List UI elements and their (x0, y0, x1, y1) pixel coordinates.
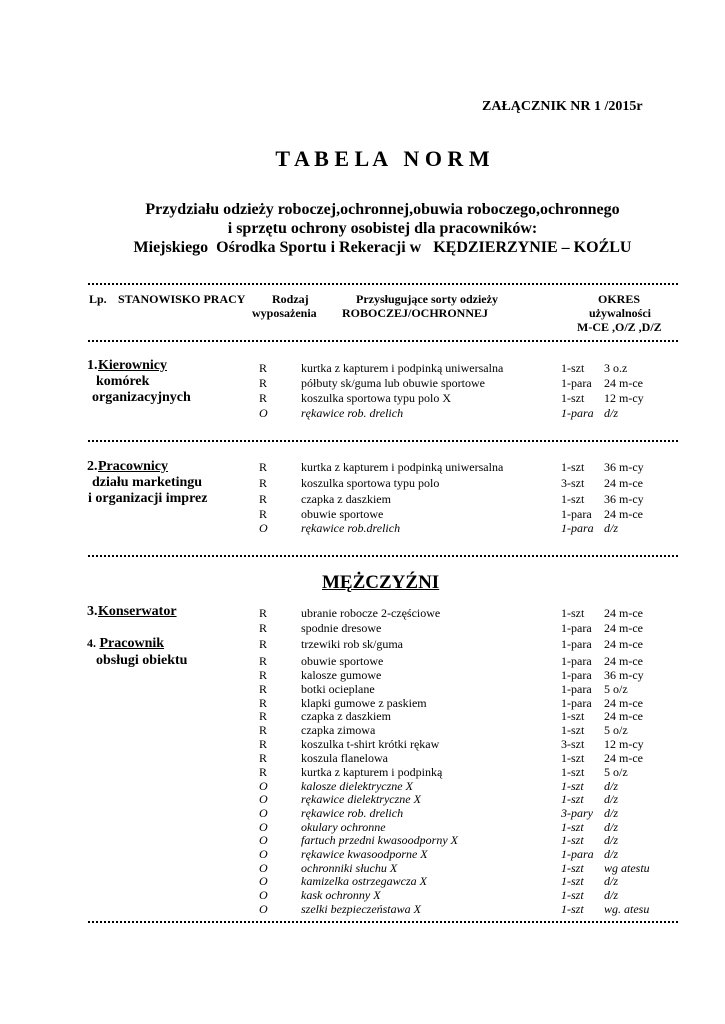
usage-period: 24 m-ce (604, 621, 643, 635)
allowance-row (0, 874, 725, 888)
usage-period: 24 m-ce (604, 376, 643, 390)
quantity: 1-szt (561, 792, 584, 806)
item-name: koszulka sportowa typu polo X (301, 391, 451, 405)
quantity: 1-szt (561, 460, 585, 474)
item-name: koszulka sportowa typu polo (301, 476, 440, 490)
usage-period: 24 m-ce (604, 696, 643, 710)
equipment-type: R (259, 606, 268, 620)
usage-period: 5 o/z (604, 682, 628, 696)
usage-period: 36 m-cy (604, 492, 644, 506)
col-items: Przysługujące sorty odzieży (356, 292, 498, 306)
item-name: rękawice rob.drelich (301, 521, 401, 535)
item-name: kamizelka ostrzegawcza X (301, 874, 427, 888)
item-name: obuwie sportowe (301, 654, 384, 668)
item-name: ochronniki słuchu X (301, 861, 398, 875)
usage-period: 12 m-cy (604, 737, 644, 751)
divider (88, 921, 678, 923)
quantity: 1-szt (561, 391, 585, 405)
equipment-type: R (259, 668, 268, 682)
position-name: Pracownicy (98, 459, 168, 474)
allowance-row (0, 861, 725, 875)
allowance-row (0, 779, 725, 793)
item-name: obuwie sportowe (301, 507, 384, 521)
allowance-row (0, 833, 725, 847)
attachment-number: ZAŁĄCZNIK NR 1 /2015r (482, 99, 643, 114)
equipment-type: R (259, 507, 268, 521)
col-period: OKRES (598, 292, 641, 306)
item-name: trzewiki rob sk/guma (301, 637, 403, 651)
equipment-type: R (259, 696, 268, 710)
allowance-row (0, 682, 725, 696)
usage-period: 24 m-ce (604, 476, 643, 490)
usage-period: d/z (604, 833, 619, 847)
equipment-type: R (259, 723, 268, 737)
allowance-row (0, 723, 725, 737)
usage-period: d/z (604, 806, 619, 820)
quantity: 1-para (561, 847, 594, 861)
allowance-row (0, 476, 725, 490)
item-name: rękawice kwasoodporne X (301, 847, 428, 861)
col-period-3: M-CE ,O/Z ,D/Z (577, 320, 662, 334)
col-type: Rodzaj (272, 292, 309, 306)
divider (88, 440, 678, 442)
divider (88, 555, 678, 557)
item-name: rękawice rob. drelich (301, 806, 404, 820)
quantity: 1-szt (561, 874, 584, 888)
quantity: 1-para (561, 406, 594, 420)
item-name: czapka z daszkiem (301, 709, 391, 723)
quantity: 3-szt (561, 476, 585, 490)
usage-period: 3 o.z (604, 361, 628, 375)
allowance-row (0, 696, 725, 710)
equipment-type: R (259, 751, 268, 765)
usage-period: 12 m-cy (604, 391, 644, 405)
equipment-type: O (259, 861, 268, 875)
position-line: obsługi obiektu (96, 653, 188, 668)
equipment-type: O (259, 833, 268, 847)
equipment-type: O (259, 902, 268, 916)
equipment-type: R (259, 476, 268, 490)
allowance-row (0, 507, 725, 521)
equipment-type: O (259, 521, 268, 535)
usage-period: 5 o/z (604, 723, 628, 737)
item-name: kurtka z kapturem i podpinką (301, 765, 443, 779)
allowance-row (0, 751, 725, 765)
item-name: botki ocieplane (301, 682, 375, 696)
divider (88, 340, 678, 342)
quantity: 3-szt (561, 737, 585, 751)
allowance-row (0, 806, 725, 820)
item-name: koszula flanelowa (301, 751, 388, 765)
quantity: 3-pary (561, 806, 593, 820)
quantity: 1-szt (561, 833, 584, 847)
item-name: półbuty sk/guma lub obuwie sportowe (301, 376, 485, 390)
allowance-row (0, 902, 725, 916)
allowance-row (0, 376, 725, 390)
position-line: działu marketingu (92, 475, 203, 490)
allowance-row (0, 765, 725, 779)
usage-period: 24 m-ce (604, 709, 643, 723)
item-name: czapka zimowa (301, 723, 376, 737)
position-name: Konserwator (98, 604, 177, 619)
quantity: 1-szt (561, 709, 585, 723)
equipment-type: R (259, 654, 268, 668)
group-number: 2. (87, 459, 98, 474)
equipment-type: R (259, 621, 268, 635)
allowance-row (0, 406, 725, 420)
allowance-row (0, 361, 725, 375)
item-name: kurtka z kapturem i podpinką uniwersalna (301, 361, 504, 375)
equipment-type: O (259, 792, 268, 806)
usage-period: 5 o/z (604, 765, 628, 779)
position-line: organizacyjnych (92, 390, 191, 405)
usage-period: 24 m-ce (604, 654, 643, 668)
item-name: rękawice rob. drelich (301, 406, 404, 420)
quantity: 1-para (561, 621, 592, 635)
usage-period: d/z (604, 888, 619, 902)
allowance-row (0, 668, 725, 682)
item-name: czapka z daszkiem (301, 492, 391, 506)
equipment-type: R (259, 492, 268, 506)
equipment-type: R (259, 765, 268, 779)
usage-period: d/z (604, 779, 619, 793)
quantity: 1-szt (561, 606, 585, 620)
quantity: 1-szt (561, 492, 585, 506)
quantity: 1-para (561, 507, 592, 521)
quantity: 1-para (561, 668, 592, 682)
allowance-row (0, 492, 725, 506)
usage-period: d/z (604, 847, 619, 861)
quantity: 1-szt (561, 902, 584, 916)
position-line: komórek (96, 374, 150, 389)
quantity: 1-szt (561, 888, 584, 902)
usage-period: 36 m-cy (604, 460, 644, 474)
quantity: 1-szt (561, 861, 584, 875)
equipment-type: R (259, 361, 268, 375)
usage-period: d/z (604, 820, 619, 834)
allowance-row (0, 737, 725, 751)
item-name: spodnie dresowe (301, 621, 382, 635)
item-name: okulary ochronne (301, 820, 386, 834)
equipment-type: O (259, 779, 268, 793)
col-items-2: ROBOCZEJ/OCHRONNEJ (342, 306, 489, 320)
quantity: 1-para (561, 696, 592, 710)
allowance-row (0, 621, 725, 635)
quantity: 1-para (561, 682, 592, 696)
equipment-type: O (259, 406, 268, 420)
section-heading-men: MĘŻCZYŹNI (322, 572, 440, 593)
item-name: szelki bezpieczeństawa X (301, 902, 421, 916)
quantity: 1-para (561, 654, 592, 668)
item-name: kalosze gumowe (301, 668, 382, 682)
position-name: Pracownik (99, 636, 165, 651)
subtitle-line-2: i sprzętu ochrony osobistej dla pracowników: (227, 220, 538, 237)
item-name: koszulka t-shirt krótki rękaw (301, 737, 440, 751)
item-name: klapki gumowe z paskiem (301, 696, 427, 710)
quantity: 1-szt (561, 723, 585, 737)
allowance-row (0, 888, 725, 902)
item-name: ubranie robocze 2-częściowe (301, 606, 441, 620)
allowance-row (0, 820, 725, 834)
item-name: fartuch przedni kwasoodporny X (301, 833, 458, 847)
usage-period: d/z (604, 521, 619, 535)
quantity: 1-szt (561, 765, 585, 779)
equipment-type: O (259, 806, 268, 820)
quantity: 1-szt (561, 820, 584, 834)
item-name: kalosze dielektryczne X (301, 779, 413, 793)
allowance-row (0, 391, 725, 405)
item-name: kask ochronny X (301, 888, 381, 902)
position-line: i organizacji imprez (88, 491, 208, 506)
usage-period: wg atestu (604, 861, 650, 875)
group-number: 3. (87, 604, 98, 619)
allowance-row (0, 792, 725, 806)
usage-period: 36 m-cy (604, 668, 644, 682)
allowance-row (0, 460, 725, 474)
usage-period: d/z (604, 874, 619, 888)
allowance-row (0, 847, 725, 861)
divider (88, 283, 678, 285)
equipment-type: R (259, 709, 268, 723)
subtitle-line-3: Miejskiego Ośrodka Sportu i Rekeracji w KĘDZIERZYNIE – KOŹLU (133, 239, 632, 256)
allowance-row (0, 637, 725, 651)
equipment-type: R (259, 376, 268, 390)
equipment-type: O (259, 820, 268, 834)
document-title: T A B E L A N O R M (275, 146, 490, 171)
quantity: 1-para (561, 637, 592, 651)
group-number: 4. (87, 636, 96, 650)
usage-period: d/z (604, 406, 619, 420)
equipment-type: O (259, 847, 268, 861)
col-position: STANOWISKO PRACY (118, 292, 246, 306)
usage-period: wg. atesu (604, 902, 650, 916)
position-name: Kierownicy (98, 358, 167, 373)
equipment-type: O (259, 888, 268, 902)
quantity: 1-szt (561, 751, 585, 765)
equipment-type: R (259, 737, 268, 751)
equipment-type: O (259, 874, 268, 888)
col-lp: Lp. (89, 292, 107, 306)
allowance-row (0, 521, 725, 535)
equipment-type: R (259, 682, 268, 696)
usage-period: 24 m-ce (604, 507, 643, 521)
quantity: 1-para (561, 521, 594, 535)
quantity: 1-para (561, 376, 592, 390)
col-type-2: wyposażenia (252, 306, 317, 320)
subtitle-line-1: Przydziału odzieży roboczej,ochronnej,obuwia roboczego,ochronnego (145, 201, 620, 218)
item-name: rękawice dielektryczne X (301, 792, 421, 806)
quantity: 1-szt (561, 779, 584, 793)
equipment-type: R (259, 460, 268, 474)
usage-period: 24 m-ce (604, 637, 643, 651)
usage-period: d/z (604, 792, 619, 806)
col-period-2: używalności (589, 306, 652, 320)
allowance-row (0, 709, 725, 723)
item-name: kurtka z kapturem i podpinką uniwersalna (301, 460, 504, 474)
usage-period: 24 m-ce (604, 751, 643, 765)
equipment-type: R (259, 637, 268, 651)
group-number: 1. (87, 358, 98, 373)
equipment-type: R (259, 391, 268, 405)
allowance-row (0, 654, 725, 668)
allowance-row (0, 606, 725, 620)
usage-period: 24 m-ce (604, 606, 643, 620)
quantity: 1-szt (561, 361, 585, 375)
